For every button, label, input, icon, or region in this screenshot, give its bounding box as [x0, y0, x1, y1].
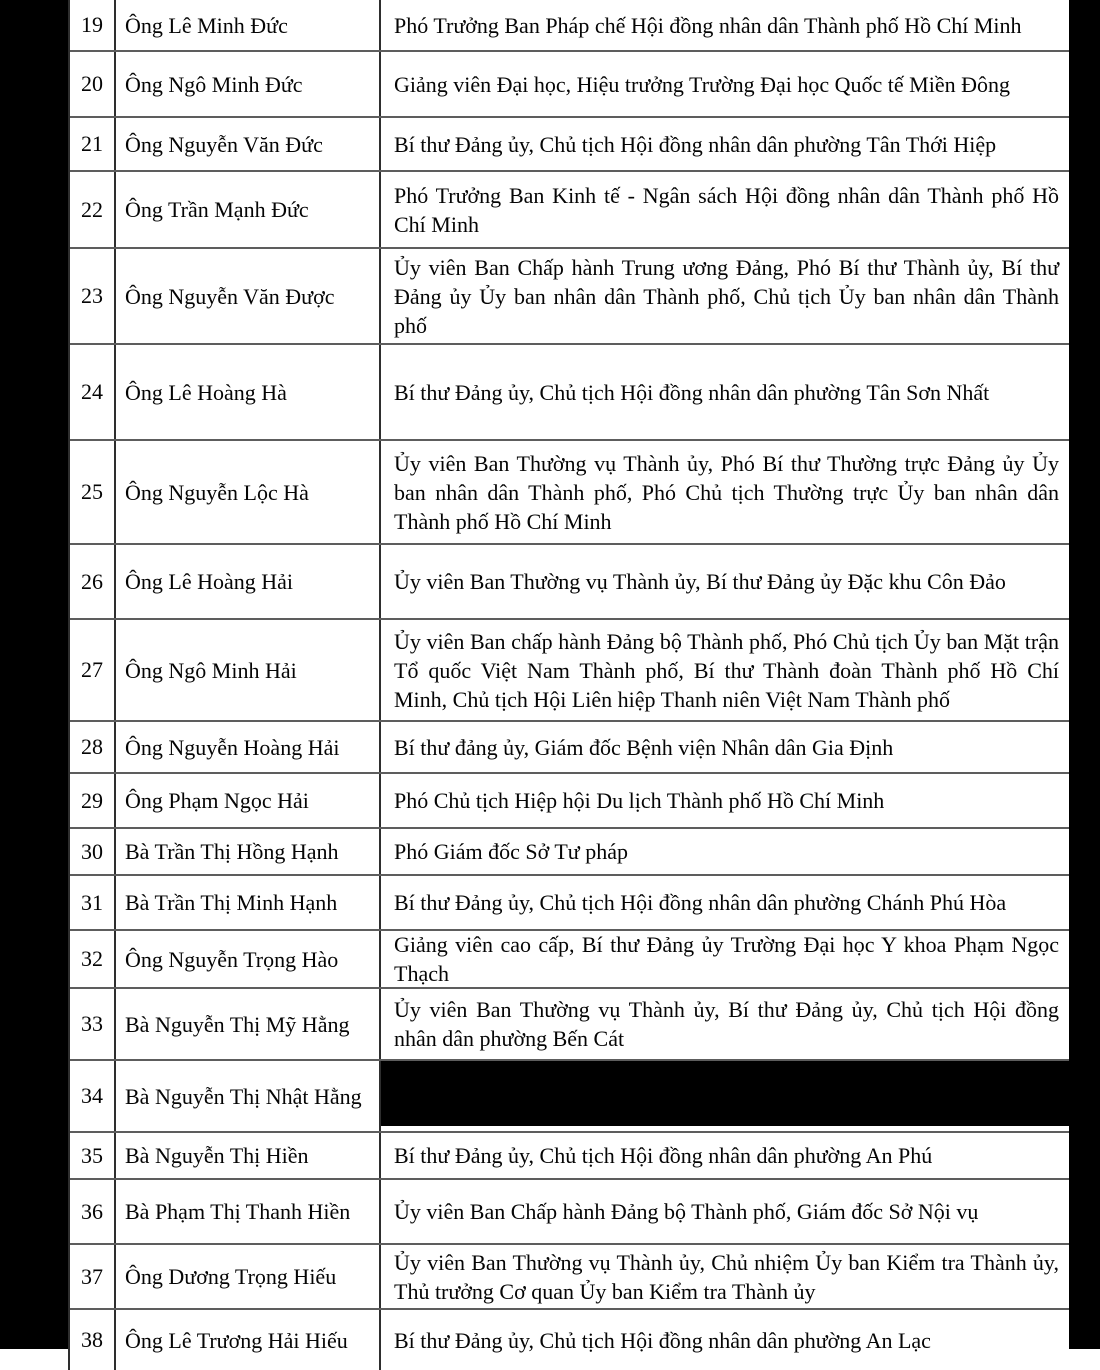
table-row	[70, 545, 1069, 620]
table-row	[70, 876, 1069, 931]
position-cell	[381, 1310, 1069, 1370]
name-cell: Ông Ngô Minh Đức	[116, 52, 381, 116]
row-number-cell: 35	[70, 1133, 116, 1178]
table-row	[70, 774, 1069, 829]
name-cell: Ông Nguyễn Văn Được	[116, 249, 381, 343]
position-cell	[381, 1180, 1069, 1243]
position-text: Phó Giám đốc Sở Tư pháp	[394, 839, 628, 864]
position-cell	[381, 620, 1069, 720]
table-row	[70, 1061, 1069, 1133]
position-cell	[381, 545, 1069, 618]
position-text: Ủy viên Ban Thường vụ Thành ủy, Bí thư Đảng ủy Đặc khu Côn Đảo	[394, 569, 1006, 594]
row-number-cell: 32	[70, 931, 116, 987]
row-number-cell: 21	[70, 118, 116, 170]
position-cell	[381, 774, 1069, 827]
row-number-cell: 31	[70, 876, 116, 929]
position-cell	[381, 249, 1069, 343]
position-text: Giảng viên Đại học, Hiệu trưởng Trường Đại học Quốc tế Miền Đông	[394, 71, 1010, 97]
name-cell: Bà Nguyễn Thị Hiền	[116, 1133, 381, 1178]
name-cell: Bà Trần Thị Minh Hạnh	[116, 876, 381, 929]
row-number-cell: 25	[70, 441, 116, 543]
personnel-table	[68, 0, 1069, 1370]
position-text: Giảng viên cao cấp, Bí thư Đảng ủy Trường Đại học Y khoa Phạm Ngọc Thạch	[394, 932, 1059, 986]
position-text: Ủy viên Ban Thường vụ Thành ủy, Chủ nhiệm Ủy ban Kiểm tra Thành ủy, Thủ trưởng Cơ quan Ủy ban Kiểm tra Thành ủy	[394, 1249, 1059, 1304]
position-text: Bí thư Đảng ủy, Chủ tịch Hội đồng nhân dân phường Tân Thới Hiệp	[394, 131, 997, 157]
row-number-cell: 26	[70, 545, 116, 618]
row-number-cell: 27	[70, 620, 116, 720]
position-cell	[381, 876, 1069, 929]
position-text: Ủy viên Ban chấp hành Đảng bộ Thành phố, Phó Chủ tịch Ủy ban Mặt trận Tổ quốc Việt Nam Thành phố, Bí thư Thành đoàn Thành phố Hồ Chí Minh, Chủ tịch Hội Liên hiệp Thanh niên Việt Nam Thành phố	[394, 628, 1059, 712]
name-cell: Bà Trần Thị Hồng Hạnh	[116, 829, 381, 874]
position-cell	[381, 441, 1069, 543]
position-cell	[381, 989, 1069, 1059]
position-text: Phó Chủ tịch Hiệp hội Du lịch Thành phố Hồ Chí Minh	[394, 788, 885, 813]
position-cell	[381, 931, 1069, 987]
name-cell: Ông Dương Trọng Hiếu	[116, 1245, 381, 1308]
row-number-cell: 22	[70, 172, 116, 247]
position-text: Bí thư Đảng ủy, Chủ tịch Hội đồng nhân dân phường Tân Sơn Nhất	[394, 379, 990, 405]
name-cell: Ông Nguyễn Văn Đức	[116, 118, 381, 170]
name-cell: Ông Lê Trương Hải Hiếu	[116, 1310, 381, 1370]
name-cell: Ông Nguyễn Lộc Hà	[116, 441, 381, 543]
table-row	[70, 829, 1069, 876]
table-row	[70, 989, 1069, 1061]
table-row	[70, 0, 1069, 52]
position-cell	[381, 722, 1069, 772]
right-black-edge-bar	[1069, 0, 1100, 1349]
name-cell: Bà Nguyễn Thị Mỹ Hằng	[116, 989, 381, 1059]
name-cell: Ông Lê Minh Đức	[116, 0, 381, 50]
table-row	[70, 52, 1069, 118]
name-cell: Ông Nguyễn Trọng Hào	[116, 931, 381, 987]
position-text: Phó Trưởng Ban Kinh tế - Ngân sách Hội đồng nhân dân Thành phố Hồ Chí Minh	[394, 182, 1059, 237]
redaction-block	[381, 1061, 1069, 1126]
position-text: Ủy viên Ban Thường vụ Thành ủy, Bí thư Đảng ủy, Chủ tịch Hội đồng nhân dân phường Bến Cát	[394, 997, 1059, 1051]
position-text: Bí thư Đảng ủy, Chủ tịch Hội đồng nhân dân phường An Lạc	[394, 1327, 931, 1353]
row-number-cell: 30	[70, 829, 116, 874]
name-cell: Bà Phạm Thị Thanh Hiền	[116, 1180, 381, 1243]
table-row	[70, 1180, 1069, 1245]
left-black-edge-bar	[0, 0, 68, 1349]
table-row	[70, 249, 1069, 345]
row-number-cell: 24	[70, 345, 116, 439]
name-cell: Ông Phạm Ngọc Hải	[116, 774, 381, 827]
position-text: Ủy viên Ban Chấp hành Trung ương Đảng, Phó Bí thư Thành ủy, Bí thư Đảng ủy Ủy ban nhân dân Thành phố, Chủ tịch Ủy ban nhân dân Thành phố	[394, 254, 1059, 338]
position-text: Ủy viên Ban Thường vụ Thành ủy, Phó Bí thư Thường trực Đảng ủy Ủy ban nhân dân Thành phố, Phó Chủ tịch Thường trực Ủy ban nhân dân Thành phố Hồ Chí Minh	[394, 450, 1059, 534]
row-number-cell: 37	[70, 1245, 116, 1308]
table-row	[70, 172, 1069, 249]
position-cell	[381, 829, 1069, 874]
table-row	[70, 1310, 1069, 1370]
position-text: Bí thư Đảng ủy, Chủ tịch Hội đồng nhân dân phường Chánh Phú Hòa	[394, 890, 1007, 915]
row-number-cell: 34	[70, 1061, 116, 1131]
table-row	[70, 931, 1069, 989]
position-text: Bí thư đảng ủy, Giám đốc Bệnh viện Nhân dân Gia Định	[394, 734, 894, 760]
position-text: Phó Trưởng Ban Pháp chế Hội đồng nhân dân Thành phố Hồ Chí Minh	[394, 12, 1022, 38]
position-cell	[381, 1133, 1069, 1178]
table-row	[70, 722, 1069, 774]
row-number-cell: 29	[70, 774, 116, 827]
position-text: Ủy viên Ban Chấp hành Đảng bộ Thành phố, Giám đốc Sở Nội vụ	[394, 1199, 979, 1224]
table-row	[70, 1133, 1069, 1180]
table-row	[70, 441, 1069, 545]
position-cell-redacted	[381, 1061, 1069, 1131]
position-cell	[381, 0, 1069, 50]
row-number-cell: 38	[70, 1310, 116, 1370]
name-cell: Ông Trần Mạnh Đức	[116, 172, 381, 247]
name-cell: Ông Lê Hoàng Hải	[116, 545, 381, 618]
name-cell: Bà Nguyễn Thị Nhật Hằng	[116, 1061, 381, 1131]
row-number-cell: 36	[70, 1180, 116, 1243]
name-cell: Ông Nguyễn Hoàng Hải	[116, 722, 381, 772]
position-text: Bí thư Đảng ủy, Chủ tịch Hội đồng nhân dân phường An Phú	[394, 1143, 933, 1168]
position-cell	[381, 345, 1069, 439]
table-row	[70, 345, 1069, 441]
position-cell	[381, 1245, 1069, 1308]
position-cell	[381, 118, 1069, 170]
position-cell	[381, 52, 1069, 116]
table-row	[70, 118, 1069, 172]
row-number-cell: 23	[70, 249, 116, 343]
name-cell: Ông Ngô Minh Hải	[116, 620, 381, 720]
position-cell	[381, 172, 1069, 247]
row-number-cell: 20	[70, 52, 116, 116]
row-number-cell: 19	[70, 0, 116, 50]
row-number-cell: 33	[70, 989, 116, 1059]
table-row	[70, 1245, 1069, 1310]
name-cell: Ông Lê Hoàng Hà	[116, 345, 381, 439]
table-row	[70, 620, 1069, 722]
row-number-cell: 28	[70, 722, 116, 772]
